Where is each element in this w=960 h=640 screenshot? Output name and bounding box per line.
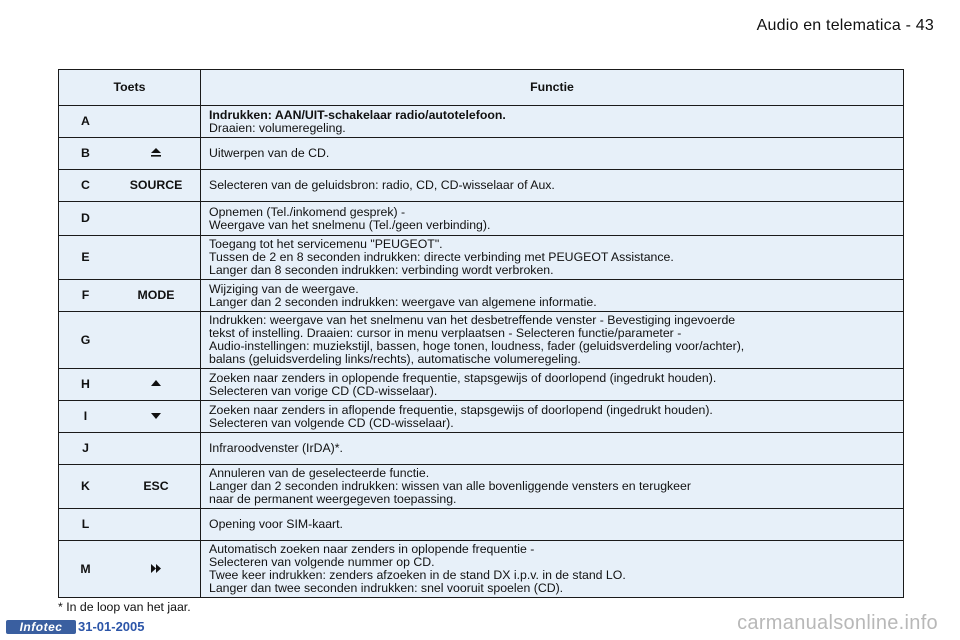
- key-symbol: [112, 312, 201, 369]
- key-symbol: SOURCE: [112, 170, 201, 202]
- table-row: [59, 106, 904, 138]
- description-line: naar de permanent weergegeven toepassing.: [209, 492, 457, 506]
- table-row: [59, 312, 904, 369]
- description-line: Infraroodvenster (IrDA)*.: [209, 441, 343, 455]
- key-symbol: [112, 236, 201, 280]
- controls-table-container: [58, 69, 904, 598]
- fast-forward-icon: [150, 564, 162, 573]
- key-letter: M: [59, 541, 113, 598]
- description-line: Selecteren van de geluidsbron: radio, CD, CD-wisselaar of Aux.: [209, 178, 555, 192]
- description-line: balans (geluidsverdeling links/rechts), automatische volumeregeling.: [209, 352, 581, 366]
- function-description: [201, 312, 904, 369]
- table-row: [59, 465, 904, 509]
- key-symbol: [112, 138, 201, 170]
- key-letter: A: [59, 106, 113, 138]
- triangle-up-icon: [150, 379, 162, 388]
- function-description: [201, 541, 904, 598]
- description-line: Langer dan twee seconden indrukken: snel vooruit spoelen (CD).: [209, 581, 564, 595]
- description-line: Opnemen (Tel./inkomend gesprek) -: [209, 204, 406, 219]
- function-description: [201, 170, 904, 202]
- key-letter: B: [59, 138, 113, 170]
- description-line: Annuleren van de geselecteerde functie.: [209, 466, 430, 480]
- description-line: Indrukken: weergave van het snelmenu van het desbetreffende venster - Bevestiging ingevoerde: [209, 313, 736, 327]
- key-letter: E: [59, 236, 113, 280]
- key-letter: L: [59, 509, 113, 541]
- function-description: [201, 236, 904, 280]
- key-letter: F: [59, 280, 113, 312]
- description-line: Langer dan 2 seconden indrukken: wissen van alle bovenliggende vensters en terugkeer: [209, 479, 691, 493]
- function-description: [201, 369, 904, 401]
- description-line: tekst of instelling. Draaien: cursor in menu verplaatsen - Selecteren functie/parameter -: [209, 326, 682, 340]
- function-description: [201, 465, 904, 509]
- description-line: Zoeken naar zenders in oplopende frequentie, stapsgewijs of doorlopend (ingedrukt houden).: [209, 370, 717, 385]
- function-description: [201, 401, 904, 433]
- description-line: Audio-instellingen: muziekstijl, bassen, hoge tonen, loudness, fader (geluidsverdeling voor/achter),: [209, 339, 745, 353]
- description-line: Selecteren van volgende nummer op CD.: [209, 555, 435, 569]
- function-description: [201, 202, 904, 236]
- function-description: [201, 106, 904, 138]
- key-symbol: [112, 541, 201, 598]
- page-header: Audio en telematica - 43: [756, 17, 934, 34]
- description-line: Automatisch zoeken naar zenders in oplopende frequentie -: [209, 542, 535, 556]
- table-header-row: [59, 70, 904, 106]
- key-symbol: [112, 106, 201, 138]
- description-line: Zoeken naar zenders in aflopende frequentie, stapsgewijs of doorlopend (ingedrukt houden).: [209, 402, 713, 417]
- table-body: [59, 106, 904, 598]
- table-row: [59, 433, 904, 465]
- footnote: * In de loop van het jaar.: [58, 600, 191, 614]
- description-line: Opening voor SIM-kaart.: [209, 517, 343, 531]
- description-line: Langer dan 8 seconden indrukken: verbinding wordt verbroken.: [209, 263, 554, 277]
- description-line: Uitwerpen van de CD.: [209, 146, 330, 160]
- description-line: Langer dan 2 seconden indrukken: weergave van algemene informatie.: [209, 294, 597, 309]
- key-symbol: [112, 369, 201, 401]
- description-line: Tussen de 2 en 8 seconden indrukken: directe verbinding met PEUGEOT Assistance.: [209, 250, 674, 264]
- key-symbol: [112, 433, 201, 465]
- function-description: [201, 433, 904, 465]
- table-row: [59, 202, 904, 236]
- infotec-logo: Infotec: [6, 620, 76, 634]
- key-letter: J: [59, 433, 113, 465]
- function-description: [201, 138, 904, 170]
- description-line: Weergave van het snelmenu (Tel./geen verbinding).: [209, 217, 491, 232]
- eject-icon: [150, 148, 162, 157]
- key-letter: G: [59, 312, 113, 369]
- key-symbol: MODE: [112, 280, 201, 312]
- description-line: Wijziging van de weergave.: [209, 281, 359, 296]
- key-symbol: [112, 509, 201, 541]
- table-row: [59, 401, 904, 433]
- key-letter: K: [59, 465, 113, 509]
- header-function: Functie: [201, 70, 904, 106]
- key-letter: D: [59, 202, 113, 236]
- key-symbol: [112, 401, 201, 433]
- description-line: Draaien: volumeregeling.: [209, 120, 346, 135]
- table-row: [59, 280, 904, 312]
- table-row: [59, 369, 904, 401]
- description-line: Selecteren van volgende CD (CD-wisselaar).: [209, 415, 454, 430]
- key-letter: I: [59, 401, 113, 433]
- description-line: Toegang tot het servicemenu "PEUGEOT".: [209, 237, 443, 251]
- key-symbol: [112, 202, 201, 236]
- key-symbol: ESC: [112, 465, 201, 509]
- triangle-down-icon: [150, 411, 162, 420]
- description-line: Indrukken: AAN/UIT-schakelaar radio/autotelefoon.: [209, 107, 506, 122]
- table-row: [59, 541, 904, 598]
- key-letter: C: [59, 170, 113, 202]
- header-key: Toets: [59, 70, 201, 106]
- watermark: carmanualsonline.info: [737, 612, 938, 634]
- table-row: [59, 138, 904, 170]
- description-line: Twee keer indrukken: zenders afzoeken in de stand DX i.p.v. in de stand LO.: [209, 568, 626, 582]
- table-row: [59, 509, 904, 541]
- key-letter: H: [59, 369, 113, 401]
- description-line: Selecteren van vorige CD (CD-wisselaar).: [209, 383, 438, 398]
- table-row: [59, 170, 904, 202]
- footer-date: 31-01-2005: [78, 619, 145, 634]
- function-description: [201, 280, 904, 312]
- table-row: [59, 236, 904, 280]
- controls-table: [58, 69, 904, 598]
- function-description: [201, 509, 904, 541]
